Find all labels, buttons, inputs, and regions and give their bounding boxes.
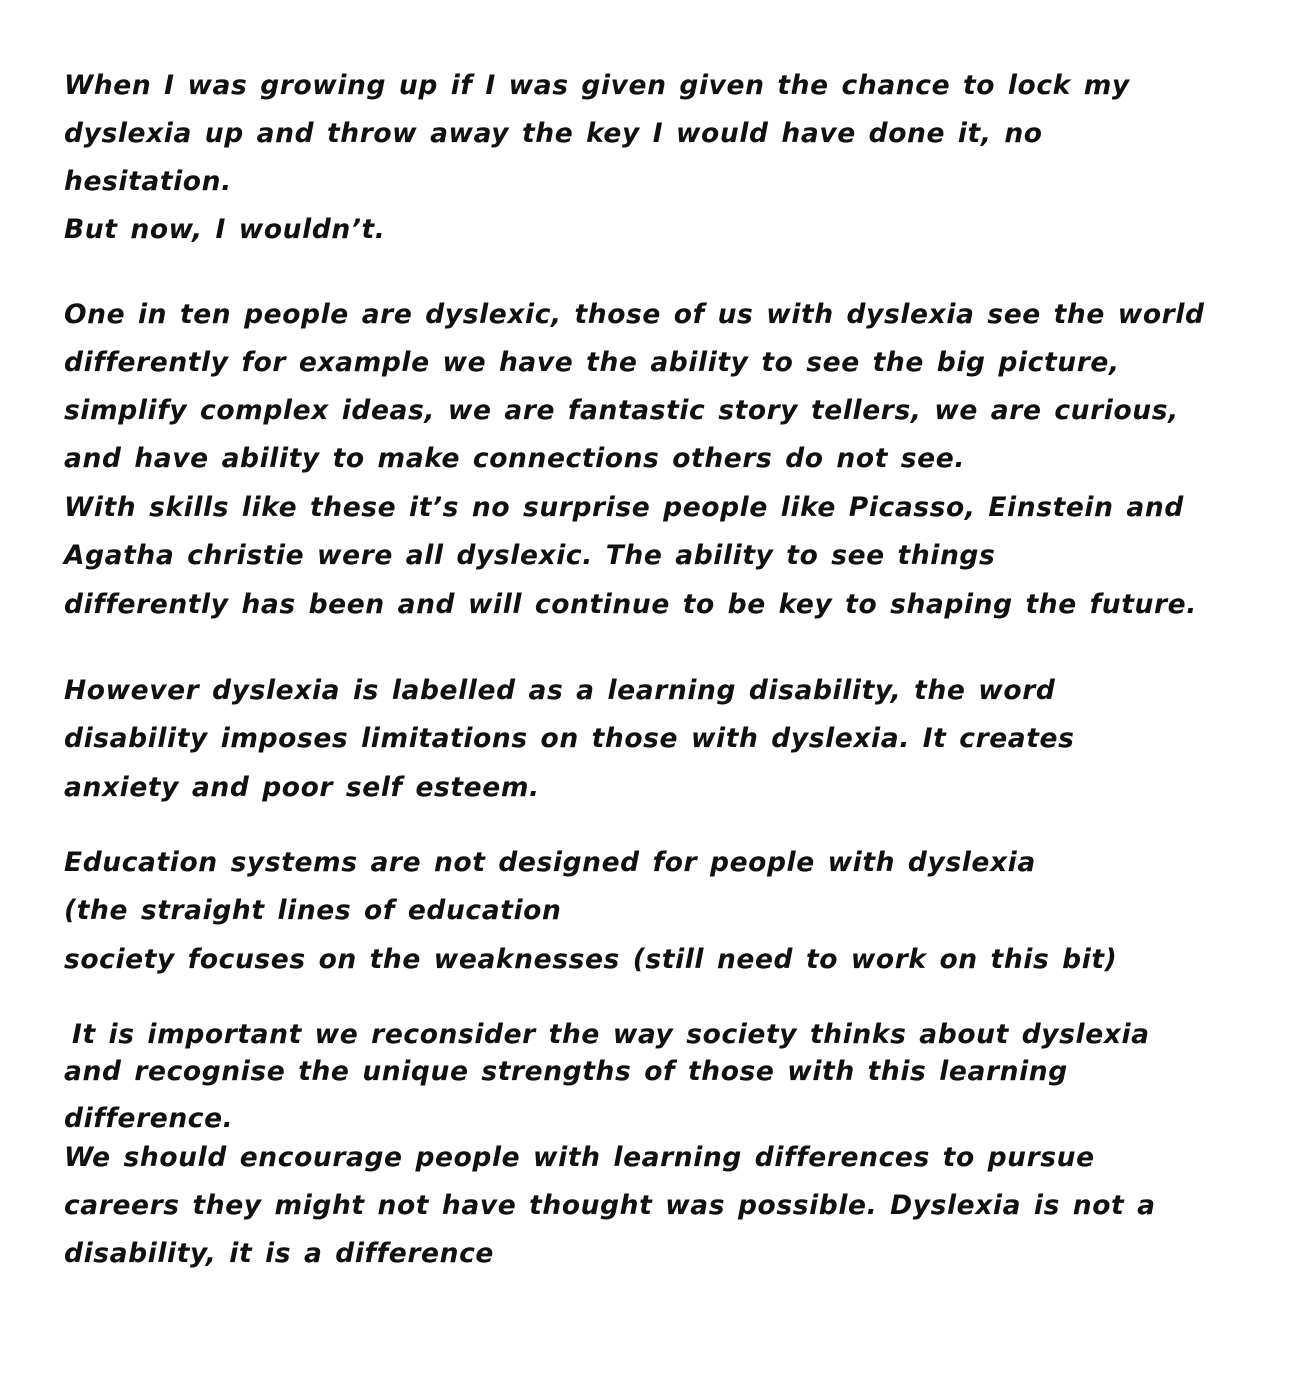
paragraph-2-line-4: and have ability to make connections others do not see. — [64, 443, 965, 474]
paragraph-1-line-3: hesitation. — [64, 166, 232, 197]
paragraph-2-line-5: With skills like these it’s no surprise people like Picasso, Einstein and — [64, 492, 1184, 523]
paragraph-2-line-2: differently for example we have the ability to see the big picture, — [64, 347, 1120, 378]
paragraph-5-line-2: and recognise the unique strengths of those with this learning — [64, 1056, 1068, 1087]
paragraph-2-line-7: differently has been and will continue to be key to shaping the future. — [64, 589, 1197, 620]
paragraph-2-line-3: simplify complex ideas, we are fantastic story tellers, we are curious, — [64, 395, 1179, 426]
paragraph-4-line-3: society focuses on the weaknesses (still need to work on this bit) — [64, 944, 1118, 975]
paragraph-2-line-6: Agatha christie were all dyslexic. The ability to see things — [64, 540, 996, 571]
paragraph-4-line-1: Education systems are not designed for people with dyslexia — [64, 847, 1036, 878]
paragraph-1-line-2: dyslexia up and throw away the key I would have done it, no — [64, 118, 1043, 149]
paragraph-1-line-4: But now, I wouldn’t. — [64, 214, 386, 245]
paragraph-5-line-3: difference. — [64, 1103, 234, 1134]
paragraph-5-line-5: careers they might not have thought was possible. Dyslexia is not a — [64, 1190, 1156, 1221]
paragraph-1-line-1: When I was growing up if I was given given the chance to lock my — [64, 70, 1130, 101]
paragraph-5-line-4: We should encourage people with learning differences to pursue — [64, 1142, 1095, 1173]
paragraph-3-line-1: However dyslexia is labelled as a learning disability, the word — [64, 675, 1056, 706]
paragraph-5-line-6: disability, it is a difference — [64, 1238, 494, 1269]
paragraph-4-line-2: (the straight lines of education — [64, 895, 562, 926]
paragraph-3-line-3: anxiety and poor self esteem. — [64, 772, 540, 803]
paragraph-2-line-1: One in ten people are dyslexic, those of us with dyslexia see the world — [64, 299, 1205, 330]
paragraph-3-line-2: disability imposes limitations on those with dyslexia. It creates — [64, 723, 1075, 754]
paragraph-5-line-1: It is important we reconsider the way society thinks about dyslexia — [72, 1019, 1150, 1050]
